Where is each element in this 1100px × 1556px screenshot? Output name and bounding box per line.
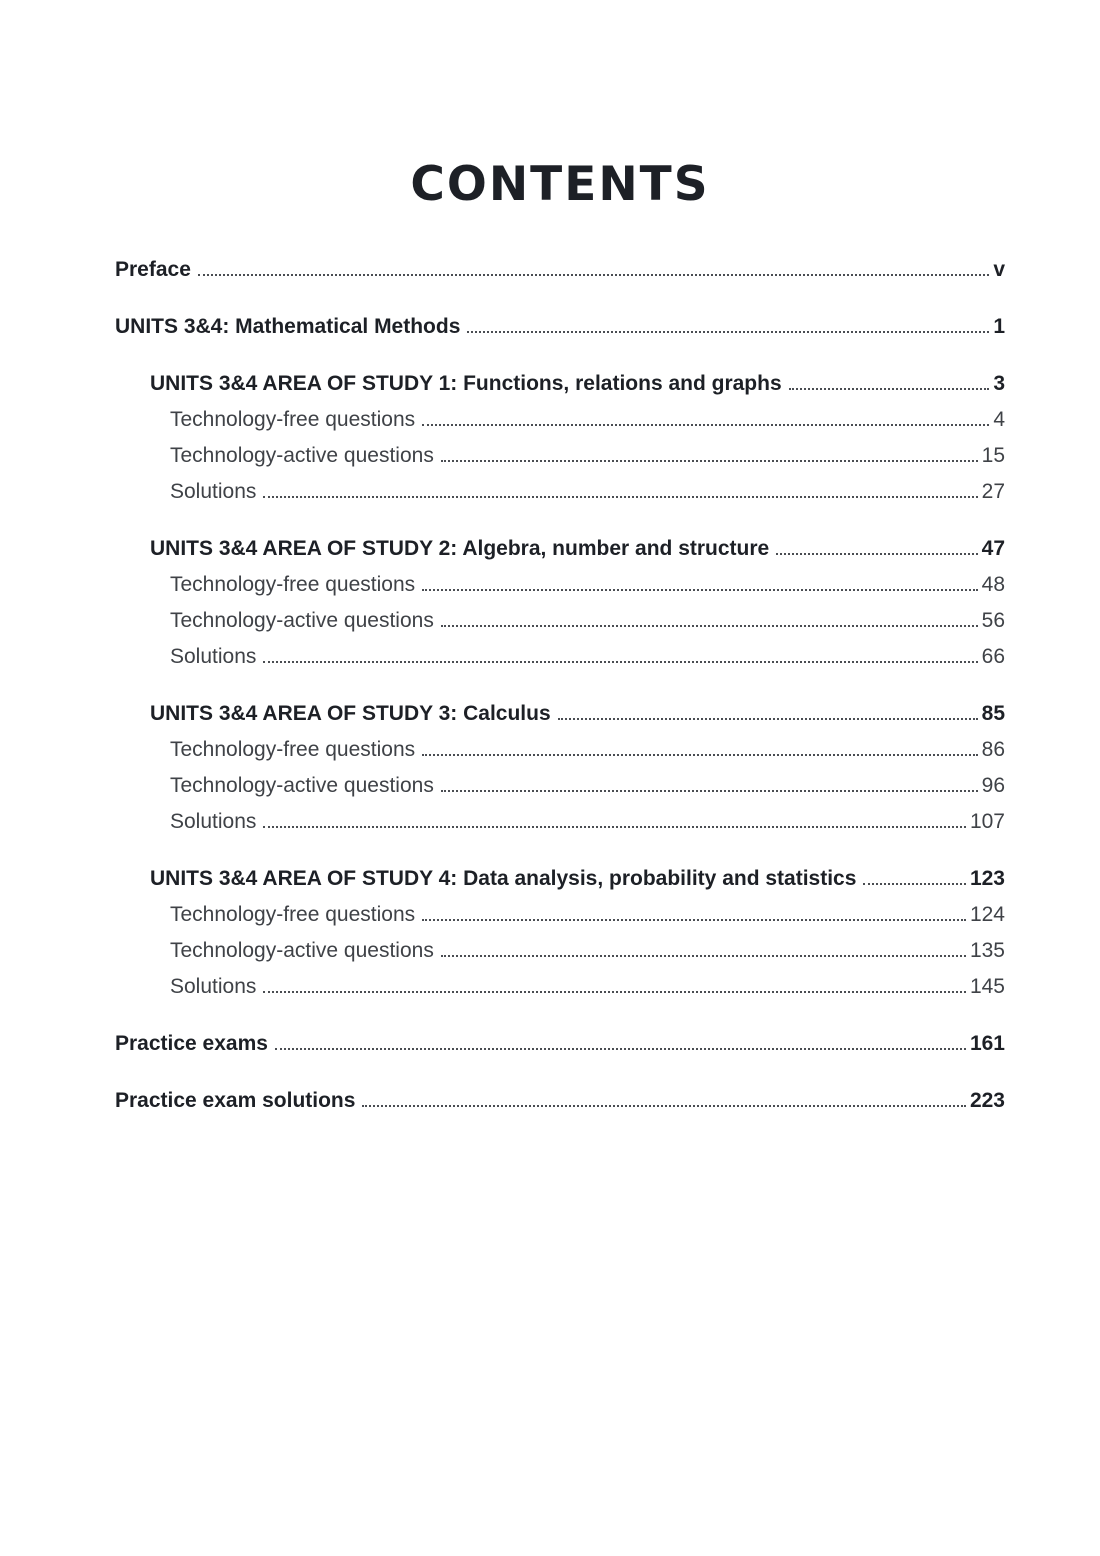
- toc-entry: [115, 309, 1005, 345]
- toc-entry-label: Technology-active questions: [170, 609, 434, 633]
- dot-leader: [776, 553, 977, 555]
- dot-leader: [362, 1105, 966, 1107]
- toc-entry-label: Solutions: [170, 810, 257, 834]
- toc-entry-page-number: 223: [969, 1089, 1005, 1113]
- toc-entry-page-number: v: [993, 258, 1005, 282]
- toc-entry-page-number: 27: [981, 480, 1005, 504]
- dot-leader: [789, 388, 990, 390]
- toc-entry-label: UNITS 3&4 AREA OF STUDY 2: Algebra, number and structure: [150, 537, 770, 561]
- dot-leader: [422, 919, 966, 921]
- toc-entry-label: Practice exams: [115, 1032, 268, 1056]
- toc-entry-label: UNITS 3&4: Mathematical Methods: [115, 315, 461, 339]
- toc-entry-label: Technology-active questions: [170, 444, 434, 468]
- dot-leader: [441, 460, 978, 462]
- toc-entry: [115, 861, 1005, 897]
- toc-entry-label: Technology-active questions: [170, 939, 434, 963]
- toc-entry: [115, 732, 1005, 768]
- dot-leader: [263, 661, 977, 663]
- toc-entry-page-number: 123: [969, 867, 1005, 891]
- toc-entry: [115, 366, 1005, 402]
- toc-entry-label: Technology-free questions: [170, 408, 416, 432]
- toc-entry: [115, 969, 1005, 1005]
- toc-entry: [115, 768, 1005, 804]
- toc-entry: [115, 402, 1005, 438]
- toc-entry-label: Practice exam solutions: [115, 1089, 356, 1113]
- toc-entry-label: UNITS 3&4 AREA OF STUDY 3: Calculus: [150, 702, 551, 726]
- toc-entry-page-number: 85: [981, 702, 1005, 726]
- toc-entry-label: Solutions: [170, 645, 257, 669]
- toc-entry-label: Technology-free questions: [170, 903, 416, 927]
- dot-leader: [558, 718, 978, 720]
- dot-leader: [441, 790, 978, 792]
- dot-leader: [863, 883, 966, 885]
- table-of-contents: [115, 252, 1005, 1119]
- dot-leader: [198, 274, 989, 276]
- toc-entry-page-number: 48: [981, 573, 1005, 597]
- toc-entry-label: UNITS 3&4 AREA OF STUDY 1: Functions, relations and graphs: [150, 372, 782, 396]
- toc-entry-page-number: 3: [993, 372, 1005, 396]
- dot-leader: [263, 991, 966, 993]
- toc-entry-label: Technology-free questions: [170, 573, 416, 597]
- toc-entry: [115, 1026, 1005, 1062]
- dot-leader: [441, 955, 966, 957]
- toc-entry: [115, 252, 1005, 288]
- dot-leader: [422, 589, 977, 591]
- dot-leader: [422, 424, 989, 426]
- toc-entry: [115, 474, 1005, 510]
- toc-entry-page-number: 66: [981, 645, 1005, 669]
- toc-entry: [115, 639, 1005, 675]
- toc-entry-page-number: 107: [969, 810, 1005, 834]
- toc-entry: [115, 933, 1005, 969]
- toc-entry: [115, 438, 1005, 474]
- toc-entry: [115, 603, 1005, 639]
- toc-entry-page-number: 161: [969, 1032, 1005, 1056]
- toc-entry-page-number: 47: [981, 537, 1005, 561]
- toc-entry-page-number: 1: [993, 315, 1005, 339]
- toc-entry: [115, 897, 1005, 933]
- toc-entry-label: Technology-active questions: [170, 774, 434, 798]
- toc-entry-label: Technology-free questions: [170, 738, 416, 762]
- toc-entry-page-number: 124: [969, 903, 1005, 927]
- toc-entry-page-number: 96: [981, 774, 1005, 798]
- toc-entry-page-number: 15: [981, 444, 1005, 468]
- page-title: CONTENTS: [410, 157, 710, 212]
- toc-entry: [115, 804, 1005, 840]
- toc-entry-page-number: 56: [981, 609, 1005, 633]
- toc-entry-label: Preface: [115, 258, 191, 282]
- dot-leader: [263, 496, 977, 498]
- dot-leader: [263, 826, 966, 828]
- toc-entry-page-number: 4: [993, 408, 1005, 432]
- toc-entry-label: Solutions: [170, 975, 257, 999]
- dot-leader: [441, 625, 978, 627]
- dot-leader: [422, 754, 977, 756]
- dot-leader: [275, 1048, 966, 1050]
- toc-entry: [115, 1083, 1005, 1119]
- toc-entry: [115, 531, 1005, 567]
- toc-entry-page-number: 86: [981, 738, 1005, 762]
- toc-entry: [115, 696, 1005, 732]
- toc-entry-page-number: 135: [969, 939, 1005, 963]
- toc-entry: [115, 567, 1005, 603]
- dot-leader: [467, 331, 989, 333]
- toc-entry-label: UNITS 3&4 AREA OF STUDY 4: Data analysis, probability and statistics: [150, 867, 857, 891]
- toc-entry-page-number: 145: [969, 975, 1005, 999]
- toc-entry-label: Solutions: [170, 480, 257, 504]
